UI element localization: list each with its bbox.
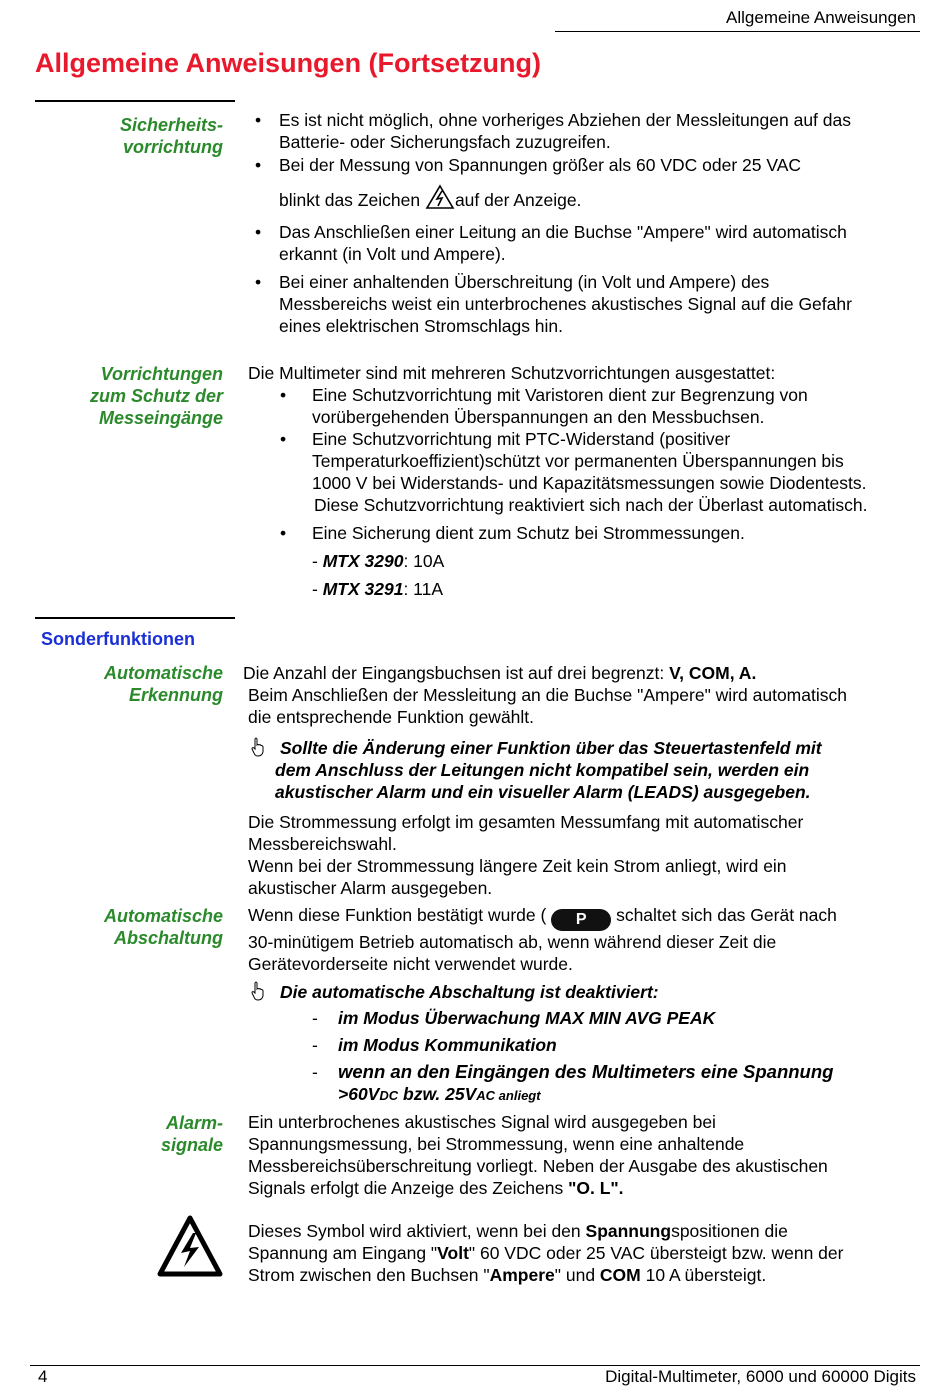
list-item: - MTX 3291: 11A bbox=[312, 579, 444, 599]
label-automatische-abschaltung: Automatische Abschaltung bbox=[103, 906, 223, 948]
label-schutz-messeingaenge: Vorrichtungen zum Schutz der Messeingänge bbox=[89, 364, 223, 428]
label-sicherheitsvorrichtung: Sicherheits- vorrichtung bbox=[119, 115, 223, 157]
footer-doc-title: Digital-Multimeter, 6000 und 60000 Digits bbox=[605, 1367, 916, 1386]
pointing-hand-icon bbox=[251, 737, 265, 762]
label-alarmsignale: Alarm- signale bbox=[160, 1113, 223, 1155]
list-item: - im Modus Überwachung MAX MIN AVG PEAK bbox=[312, 1008, 716, 1028]
list-item: - wenn an den Eingängen des Multimeters eine Spannung bbox=[312, 1061, 834, 1082]
p-key-icon: P bbox=[551, 909, 611, 931]
running-head: Allgemeine Anweisungen bbox=[726, 8, 916, 27]
warning-triangle-icon bbox=[425, 184, 455, 215]
bullet-icon: • bbox=[280, 429, 287, 449]
alarm-text: Ein unterbrochenes akustisches Signal wird ausgegeben bei Spannungsmessung, bei Strommessung, wenn eine anhaltende Messbereichsüberschreitung vorliegt. Neben der Ausgabe des akustischen Signals erfolgt die Anzeige des Zeichens "O. L". bbox=[248, 1112, 828, 1198]
bullet-icon: • bbox=[255, 110, 262, 130]
bullet-icon: • bbox=[255, 272, 262, 292]
abschaltung-list: - im Modus Überwachung MAX MIN AVG PEAK - im Modus Kommunikation - wenn an den Eingängen des Multimeters eine Spannung >60VDC bzw. 25VAC anliegt bbox=[248, 1007, 918, 1107]
list-item: • Das Anschließen einer Leitung an die Buchse "Ampere" wird automatisch erkannt (in Volt und Ampere). bbox=[255, 222, 847, 264]
list-item: - im Modus Kommunikation bbox=[312, 1035, 557, 1055]
section-rule bbox=[35, 100, 235, 102]
schutz-text bbox=[248, 362, 918, 600]
bullet-icon: • bbox=[255, 155, 262, 175]
list-item: • Eine Schutzvorrichtung mit Varistoren dient zur Begrenzung von vorübergehenden Überspannungen an den Messbuchsen. bbox=[280, 385, 808, 427]
bullet-icon: • bbox=[280, 523, 287, 543]
list-item: • Bei der Messung von Spannungen größer als 60 VDC oder 25 VAC blinkt das Zeichen auf der Anzeige. bbox=[255, 154, 915, 215]
schutz-intro: Die Multimeter sind mit mehreren Schutzvorrichtungen ausgestattet: bbox=[248, 363, 776, 383]
section-heading-sonderfunktionen: Sonderfunktionen bbox=[41, 629, 195, 649]
note-leads: Sollte die Änderung einer Funktion über das Steuertastenfeld mit dem Anschluss der Leitungen nicht kompatibel sein, werden ein akustischer Alarm und ein visueller Alarm (LEADS) ausgegeben. bbox=[243, 737, 918, 803]
note-abschaltung: Die automatische Abschaltung ist deaktiviert: bbox=[248, 981, 918, 1003]
list-item: - MTX 3290: 10A bbox=[312, 551, 445, 571]
page-title: Allgemeine Anweisungen (Fortsetzung) bbox=[35, 48, 542, 78]
list-item: • Bei einer anhaltenden Überschreitung (in Volt und Ampere) des Messbereichs weist ein unterbrochenes akustisches Signal auf die Gefahr eines elektrischen Stromschlags hin. bbox=[255, 272, 852, 336]
footer-rule bbox=[30, 1365, 920, 1366]
list-item: • Es ist nicht möglich, ohne vorheriges Abziehen der Messleitungen auf das Batterie- oder Sicherungsfach zuzugreifen. bbox=[255, 110, 851, 152]
pointing-hand-icon bbox=[251, 981, 265, 1006]
sicherheit-list bbox=[255, 109, 915, 337]
page-number: 4 bbox=[38, 1367, 48, 1386]
schutz-list bbox=[248, 384, 918, 600]
list-item: • Eine Sicherung dient zum Schutz bei Strommessungen. bbox=[280, 523, 745, 543]
section-rule bbox=[35, 617, 235, 619]
bullet-icon: • bbox=[280, 385, 287, 405]
abschaltung-text: Wenn diese Funktion bestätigt wurde ( P schaltet sich das Gerät nach 30-minütigem Betrieb automatisch ab, wenn während dieser Zeit die Gerätevorderseite nicht verwendet wurde. Die automatische Abschaltung ist deaktiviert: - im Modus Überwachung MAX MIN AVG PEAK - im Modus Kommunikation - wenn an den Eingängen des Multimeters eine Spannung >60VDC bzw. 25VAC anliegt bbox=[248, 904, 918, 1107]
erkennung-text: Die Anzahl der Eingangsbuchsen ist auf drei begrenzt: V, COM, A. Beim Anschließen der Messleitung an die Buchse "Ampere" wird automatisch die entsprechende Funktion gewählt. Sollte die Änderung einer Funktion über das Steuertastenfeld mit dem Anschluss der Leitungen nicht kompatibel sein, werden ein akustischer Alarm und ein visueller Alarm (LEADS) ausgegeben. Die Strommessung erfolgt im gesamten Messumfang mit automatischer Messbereichswahl. Wenn bei der Strommessung längere Zeit kein Strom anliegt, wird ein akustischer Alarm ausgegeben. bbox=[243, 662, 918, 899]
symbol-text: Dieses Symbol wird aktiviert, wenn bei den Spannungspositionen die Spannung am Eingang "Volt" 60 VDC oder 25 VAC übersteigt bzw. wenn der Strom zwischen den Buchsen "Ampere" und COM 10 A übersteigt. bbox=[248, 1221, 844, 1285]
header-rule bbox=[555, 31, 920, 32]
high-voltage-warning-icon bbox=[157, 1215, 223, 1282]
list-item: • Eine Schutzvorrichtung mit PTC-Widerstand (positiver Temperaturkoeffizient)schützt vor permanenten Überspannungen bis 1000 V bei Widerstands- und Kapazitätsmessungen sowie Diodentests. Diese Schutzvorrichtung reaktiviert sich nach der Überlast automatisch. bbox=[280, 429, 868, 515]
bullet-icon: • bbox=[255, 222, 262, 242]
label-automatische-erkennung: Automatische Erkennung bbox=[103, 663, 223, 705]
